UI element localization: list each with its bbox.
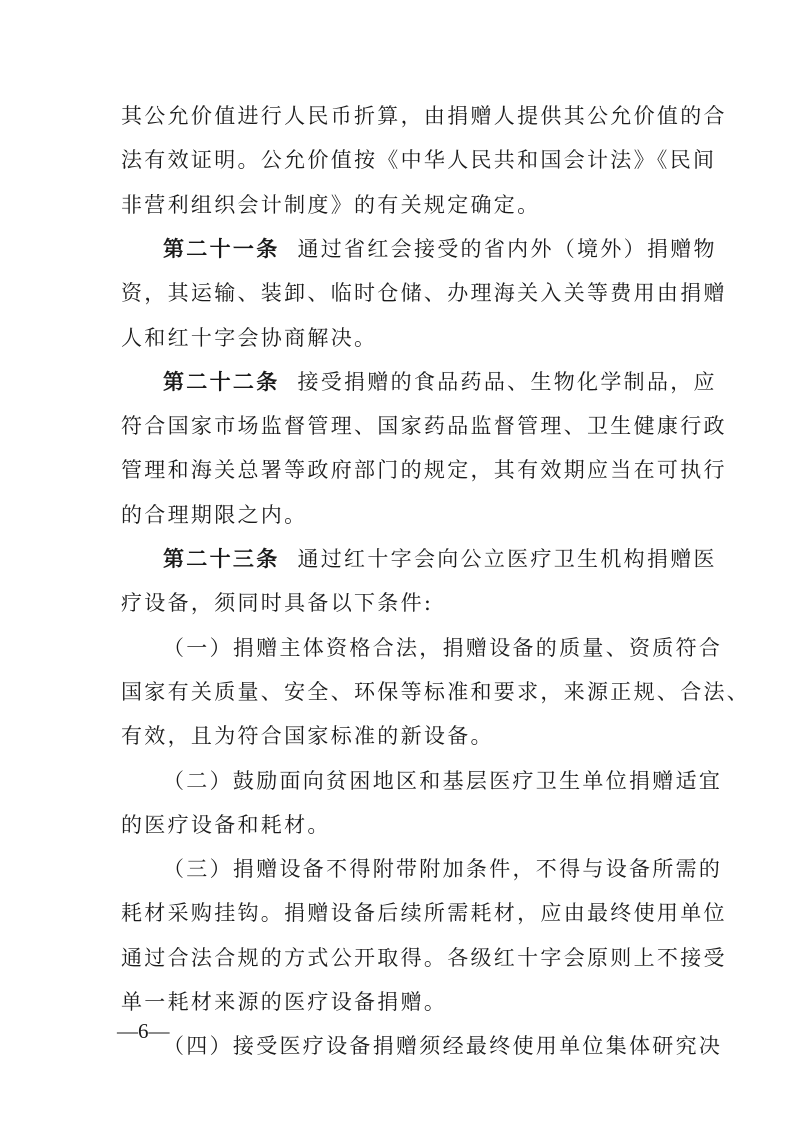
text-line: 非营利组织会计制度》的有关规定确定。 [121,193,541,217]
article-heading: 第二十三条 [163,547,280,571]
art22-first-line [163,365,717,399]
text-line: 有效，且为符合国家标准的新设备。 [121,724,494,748]
text-span: 通过省红会接受的省内外（境外）捐赠物 [297,237,717,261]
list-item-line: （三）捐赠设备不得附带附加条件，不得与设备所需的 [163,857,723,881]
text-line: 资，其运输、装卸、临时仓储、办理海关入关等费用由捐赠 [121,281,727,305]
art21-first-line [163,232,717,266]
page-number: —6— [117,1019,170,1043]
text-line: 的合理期限之内。 [121,503,308,527]
text-line: 人和红十字会协商解决。 [121,326,378,350]
text-line: 符合国家市场监督管理、国家药品监督管理、卫生健康行政 [121,414,727,438]
text-span: 接受捐赠的食品药品、生物化学制品，应 [297,370,717,394]
list-item-line: （四）接受医疗设备捐赠须经最终使用单位集体研究决 [163,1034,723,1058]
art23-first-line [163,542,717,576]
text-line: 的医疗设备和耗材。 [121,813,331,837]
text-line: 单一耗材来源的医疗设备捐赠。 [121,990,448,1014]
text-span: 通过红十字会向公立医疗卫生机构捐赠医 [297,547,717,571]
text-line: 其公允价值进行人民币折算，由捐赠人提供其公允价值的合 [121,104,727,128]
article-heading: 第二十一条 [163,237,280,261]
article-heading: 第二十二条 [163,370,280,394]
list-item-line: （一）捐赠主体资格合法，捐赠设备的质量、资质符合 [163,636,723,660]
text-line: 疗设备，须同时具备以下条件: [121,591,434,615]
text-line: 国家有关质量、安全、环保等标准和要求，来源正规、合法、 [121,680,751,704]
list-item-line: （二）鼓励面向贫困地区和基层医疗卫生单位捐赠适宜 [163,769,723,793]
text-line: 管理和海关总署等政府部门的规定，其有效期应当在可执行 [121,458,727,482]
text-line: 耗材采购挂钩。捐赠设备后续所需耗材，应由最终使用单位 [121,901,727,925]
text-line: 法有效证明。公允价值按《中华人民共和国会计法》《民间 [121,148,717,172]
text-line: 通过合法合规的方式公开取得。各级红十字会原则上不接受 [121,946,727,970]
